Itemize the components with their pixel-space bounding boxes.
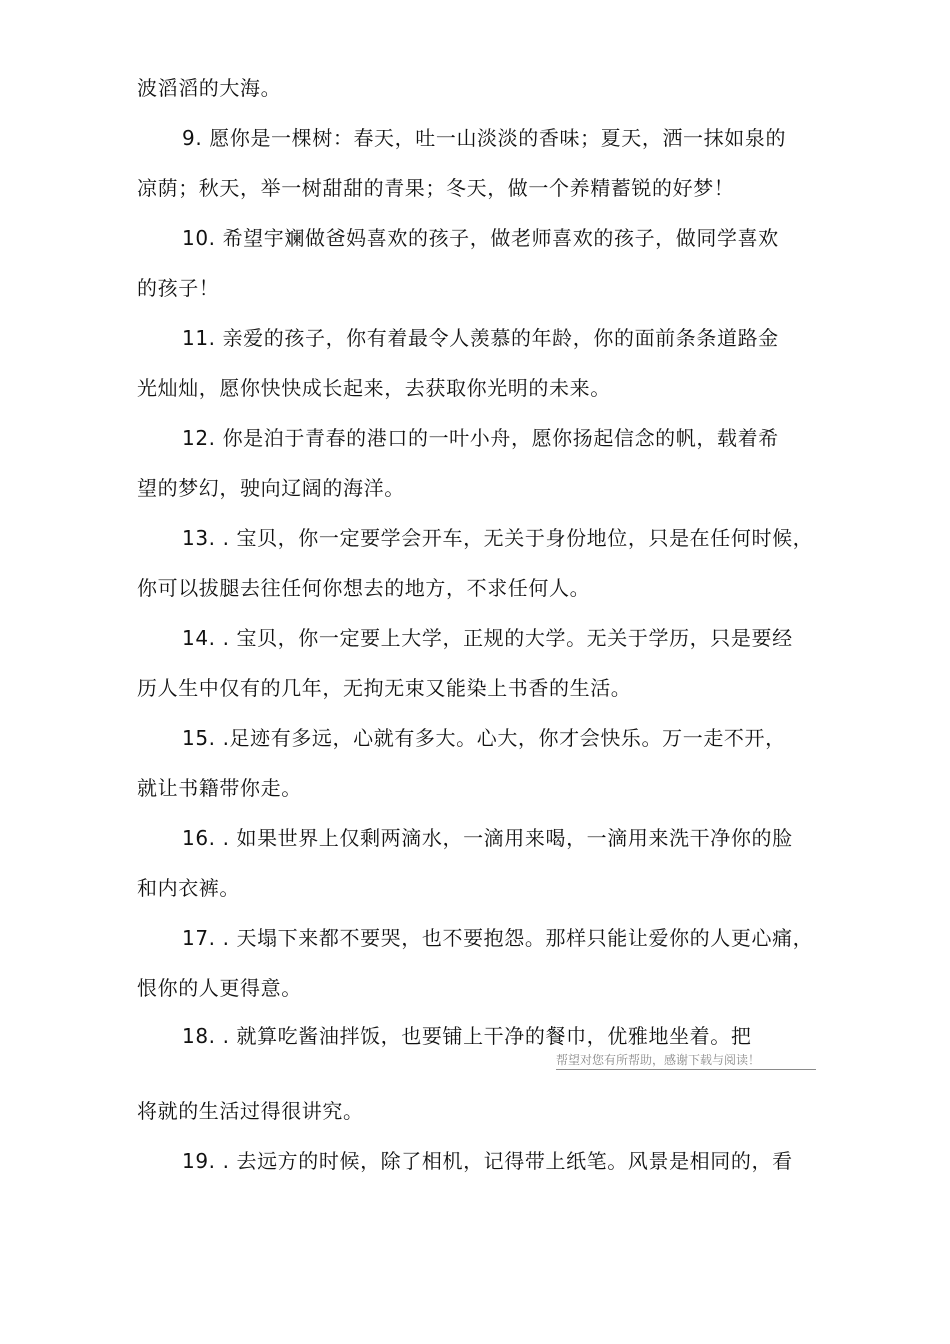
list-item-11-line-1: 11. 亲爱的孩子，你有着最令人羡慕的年龄，你的面前条条道路金 [182,326,779,350]
list-item-9-line-1: 9. 愿你是一棵树：春天，吐一山淡淡的香味；夏天，洒一抹如泉的 [182,126,787,150]
list-item-9-line-2: 凉荫；秋天，举一树甜甜的青果；冬天，做一个养精蓄锐的好梦！ [137,176,735,200]
list-item-13-line-1: 13. . 宝贝，你一定要学会开车，无关于身份地位，只是在任何时候， [182,526,814,550]
list-item-10-line-1: 10. 希望宇斓做爸妈喜欢的孩子，做老师喜欢的孩子，做同学喜欢 [182,226,779,250]
list-item-12-line-2: 望的梦幻，驶向辽阔的海洋。 [137,476,405,500]
list-item-14-line-1: 14. . 宝贝，你一定要上大学，正规的大学。无关于学历，只是要经 [182,626,793,650]
list-item-17-line-1: 17. . 天塌下来都不要哭，也不要抱怨。那样只能让爱你的人更心痛， [182,926,814,950]
text-line: 波滔滔的大海。 [137,76,282,100]
download-thanks-note: 帮望对您有所帮助，感谢下载与阅读！ [556,1052,816,1070]
list-item-18-line-2: 将就的生活过得很讲究。 [137,1099,364,1123]
list-item-11-line-2: 光灿灿，愿你快快成长起来，去获取你光明的未来。 [137,376,611,400]
list-item-18-line-1: 18. . 就算吃酱油拌饭，也要铺上干净的餐巾，优雅地坐着。把 [182,1024,752,1048]
list-item-12-line-1: 12. 你是泊于青春的港口的一叶小舟，愿你扬起信念的帆，载着希 [182,426,779,450]
list-item-17-line-2: 恨你的人更得意。 [137,976,302,1000]
list-item-16-line-2: 和内衣裤。 [137,876,240,900]
list-item-19-line-1: 19. . 去远方的时候，除了相机，记得带上纸笔。风景是相同的，看 [182,1149,793,1173]
list-item-10-line-2: 的孩子！ [137,276,220,300]
list-item-16-line-1: 16. . 如果世界上仅剩两滴水，一滴用来喝，一滴用来洗干净你的脸 [182,826,793,850]
list-item-15-line-2: 就让书籍带你走。 [137,776,302,800]
list-item-14-line-2: 历人生中仅有的几年，无拘无束又能染上书香的生活。 [137,676,632,700]
list-item-13-line-2: 你可以拔腿去往任何你想去的地方，不求任何人。 [137,576,591,600]
list-item-15-line-1: 15. .足迹有多远，心就有多大。心大，你才会快乐。万一走不开， [182,726,786,750]
